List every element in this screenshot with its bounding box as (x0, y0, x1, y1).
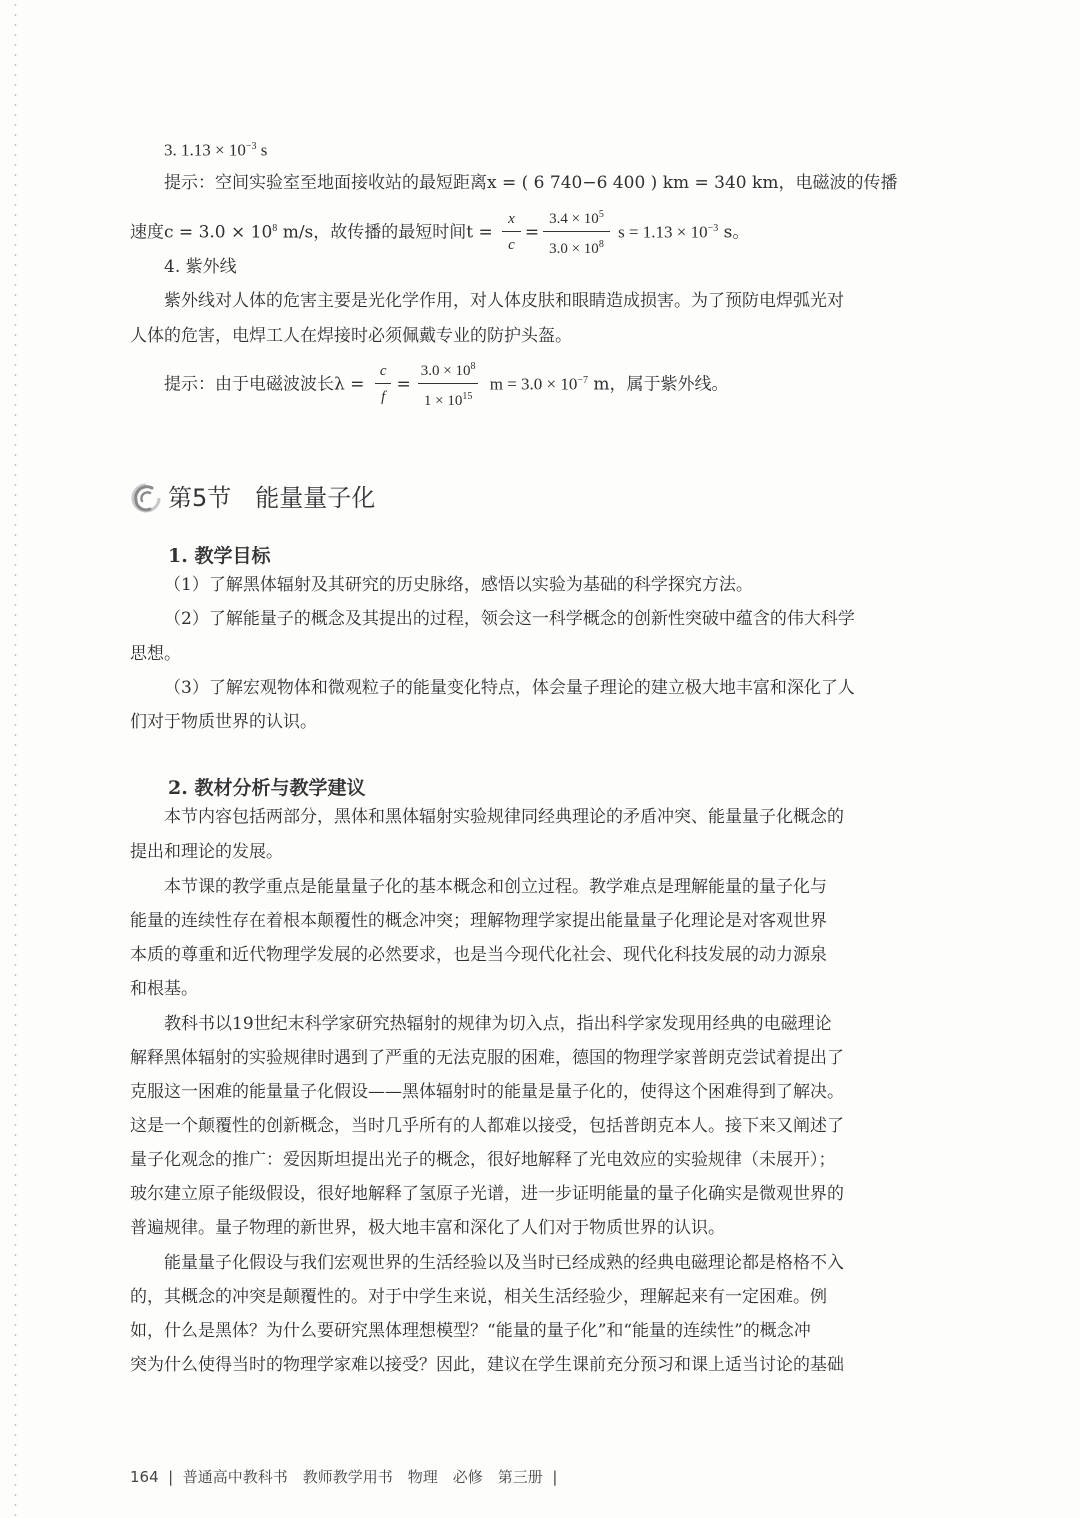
analysis-p4-line-4: 突为什么使得当时的物理学家难以接受？因此，建议在学生课前充分预习和课上适当讨论的基础 (130, 1355, 844, 1375)
analysis-p1-line-1: 本节内容包括两部分，黑体和黑体辐射实验规律同经典理论的矛盾冲突、能量量子化概念的 (164, 807, 844, 827)
fraction-x-over-c: $\frac{x}{c}$ (502, 209, 521, 255)
section-heading (130, 476, 920, 516)
goal-2-line-1: （2）了解能量子的概念及其提出的过程，领会这一科学概念的创新性突破中蕴含的伟大科学 (164, 609, 855, 629)
hint-3-line-2: 速度$c = 3.0 \times 10^8$ m/s，故传播的最短时间t = $\frac{x}{c}$ = $\frac{3.4 \times 10^5}{3.0 \times 10^8}$ $s = 1.13 \times 10^{-3}$ s。 (130, 206, 920, 256)
fraction-c-over-f: $\frac{c}{f}$ (374, 361, 393, 407)
binding-dots (14, 0, 17, 1518)
goal-3-line-2: 们对于物质世界的认识。 (130, 712, 317, 732)
analysis-p3-line-5: 量子化观念的推广：爱因斯坦提出光子的概念，很好地解释了光电效应的实验规律（未展开）； (130, 1150, 836, 1170)
analysis-p3-line-7: 普遍规律。量子物理的新世界，极大地丰富和深化了人们对于物质世界的认识。 (130, 1218, 725, 1238)
goals-heading: 1. 教学目标 (168, 545, 271, 567)
hint-3-line-1: 提示：空间实验室至地面接收站的最短距离x = ( 6 740−6 400 ) km = 340 km，电磁波的传播 (164, 173, 898, 193)
analysis-p3-line-1: 教科书以19世纪末科学家研究热辐射的规律为切入点，指出科学家发现用经典的电磁理论 (164, 1014, 832, 1034)
hint-4-line: 提示：由于电磁波波长λ = $\frac{c}{f}$ = $\frac{3.0 \times 10^8}{1 \times 10^{15}}$ $m = 3.0 \times 10^{-7}$ m，属于紫外线。 (164, 358, 920, 412)
item-4-paragraph-line-2: 人体的危害，电焊工人在焊接时必须佩戴专业的防护头盔。 (130, 326, 572, 346)
section-swirl-icon (130, 482, 162, 514)
goal-1: （1）了解黑体辐射及其研究的历史脉络，感悟以实验为基础的科学探究方法。 (164, 575, 753, 595)
analysis-p3-line-4: 这是一个颠覆性的创新概念，当时几乎所有的人都难以接受，包括普朗克本人。接下来又阐述了 (130, 1116, 844, 1136)
analysis-p2-line-2: 能量的连续性存在着根本颠覆性的概念冲突；理解物理学家提出能量量子化理论是对客观世界 (130, 911, 827, 931)
section-title: 第5节 能量量子化 (168, 484, 376, 512)
analysis-p4-line-3: 如，什么是黑体？为什么要研究黑体理想模型？“能量的量子化”和“能量的连续性”的概念冲 (130, 1321, 811, 1341)
analysis-p1-line-2: 提出和理论的发展。 (130, 842, 283, 862)
analysis-p4-line-2: 的，其概念的冲突是颠覆性的。对于中学生来说，相关生活经验少，理解起来有一定困难。例 (130, 1287, 827, 1307)
analysis-p3-line-3: 克服这一困难的能量量子化假设——黑体辐射时的能量是量子化的，使得这个困难得到了解决。 (130, 1082, 844, 1102)
goal-2-line-2: 思想。 (130, 644, 181, 664)
fraction-speed-over-frequency: $\frac{3.0 \times 10^8}{1 \times 10^{15}}$ (415, 357, 482, 411)
page-number: 164 (130, 1468, 159, 1486)
answer-item-4: 4. 紫外线 (164, 257, 237, 277)
analysis-heading: 2. 教材分析与教学建议 (168, 777, 366, 799)
item-4-paragraph-line-1: 紫外线对人体的危害主要是光化学作用，对人体皮肤和眼睛造成损害。为了预防电焊弧光对 (164, 291, 844, 311)
analysis-p3-line-2: 解释黑体辐射的实验规律时遇到了严重的无法克服的困难，德国的物理学家普朗克尝试着提出了 (130, 1048, 844, 1068)
page-footer: 164 | 普通高中教科书 教师教学用书 物理 必修 第三册 | (130, 1468, 558, 1486)
analysis-p2-line-3: 本质的尊重和近代物理学发展的必然要求，也是当今现代化社会、现代化科技发展的动力源泉 (130, 945, 827, 965)
analysis-p4-line-1: 能量量子化假设与我们宏观世界的生活经验以及当时已经成熟的经典电磁理论都是格格不入 (164, 1253, 844, 1273)
analysis-p2-line-1: 本节课的教学重点是能量量子化的基本概念和创立过程。教学难点是理解能量的量子化与 (164, 877, 827, 897)
book-title: 普通高中教科书 教师教学用书 物理 必修 第三册 (182, 1468, 543, 1486)
answer-item-3: 3. $1.13 \times 10^{-3}$ s (164, 140, 268, 160)
fraction-distance-over-speed: $\frac{3.4 \times 10^5}{3.0 \times 10^8}$ (543, 205, 610, 259)
goal-3-line-1: （3）了解宏观物体和微观粒子的能量变化特点，体会量子理论的建立极大地丰富和深化了人 (164, 678, 855, 698)
analysis-p2-line-4: 和根基。 (130, 979, 198, 999)
analysis-p3-line-6: 玻尔建立原子能级假设，很好地解释了氢原子光谱，进一步证明能量的量子化确实是微观世界的 (130, 1184, 844, 1204)
